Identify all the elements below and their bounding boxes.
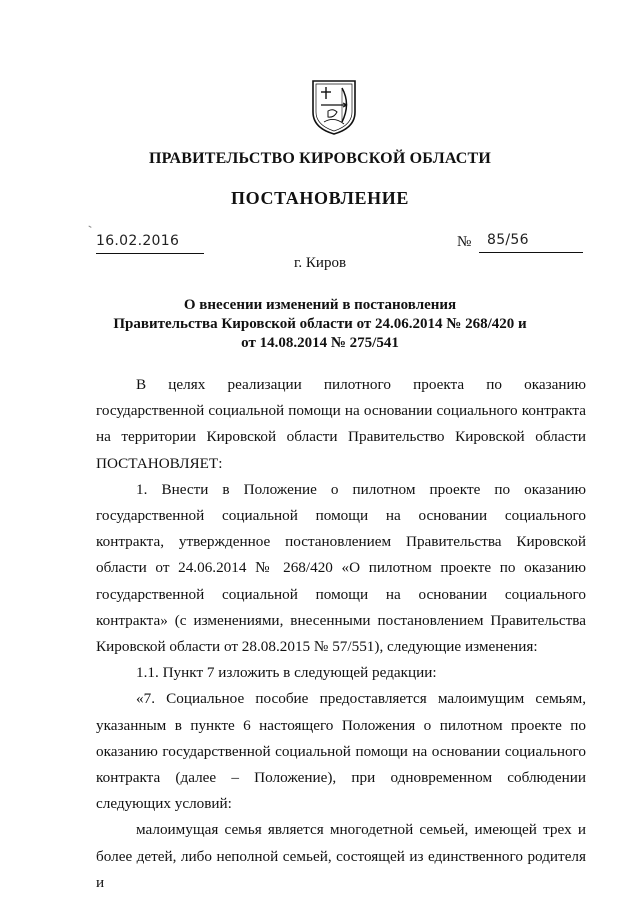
subject-line: О внесении изменений в постановления xyxy=(183,297,457,313)
number-underline xyxy=(479,252,583,253)
handwritten-date: 16.02.2016 xyxy=(96,233,180,249)
city-label: г. Киров xyxy=(293,255,347,271)
handwritten-number: 85/56 xyxy=(487,232,529,248)
scan-mark xyxy=(87,225,91,229)
body-paragraph: малоимущая семья является многодетной семьей, имеющей трех и более детей, либо неполной семьей, состоящей из единственного родителя и xyxy=(96,821,586,891)
subject-line: от 14.08.2014 № 275/541 xyxy=(241,335,399,351)
document-type-title: ПОСТАНОВЛЕНИЕ xyxy=(231,188,409,208)
body-paragraph: «7. Социальное пособие предоставляется малоимущим семьям, указанным в пункте 6 настоящего Положения о пилотном проекте по оказанию государственной социальной помощи на основании социального контракта (далее – Положение), при одновременном соблюдении следующих условий: xyxy=(96,690,586,813)
organization-title: ПРАВИТЕЛЬСТВО КИРОВСКОЙ ОБЛАСТИ xyxy=(148,150,492,167)
body-paragraph: 1. Внести в Положение о пилотном проекте по оказанию государственной социальной помощи на основании социального контракта, утвержденное постановлением Правительства Кировской области от 24.06.2014 № 268/420 «О пилотном проекте по оказанию государственной социальной помощи на основании социального контракта» (с изменениями, внесенными постановлением Правительства Кировской области от 28.08.2015 № 57/551), следующие изменения: xyxy=(96,480,586,656)
number-sign: № xyxy=(457,234,472,250)
number-field xyxy=(457,233,583,253)
body-paragraph: В целях реализации пилотного проекта по оказанию государственной социальной помощи на основании социального контракта на территории Кировской области Правительство Кировской области ПОСТАНОВЛЯЕТ: xyxy=(96,376,586,472)
body-paragraph: 1.1. Пункт 7 изложить в следующей редакции: xyxy=(136,664,437,682)
document-body xyxy=(96,372,586,896)
date-field xyxy=(96,233,204,254)
subject-line: Правительства Кировской области от 24.06.2014 № 268/420 и xyxy=(113,316,527,332)
coat-of-arms-emblem xyxy=(309,78,359,136)
document-subject xyxy=(60,296,580,353)
